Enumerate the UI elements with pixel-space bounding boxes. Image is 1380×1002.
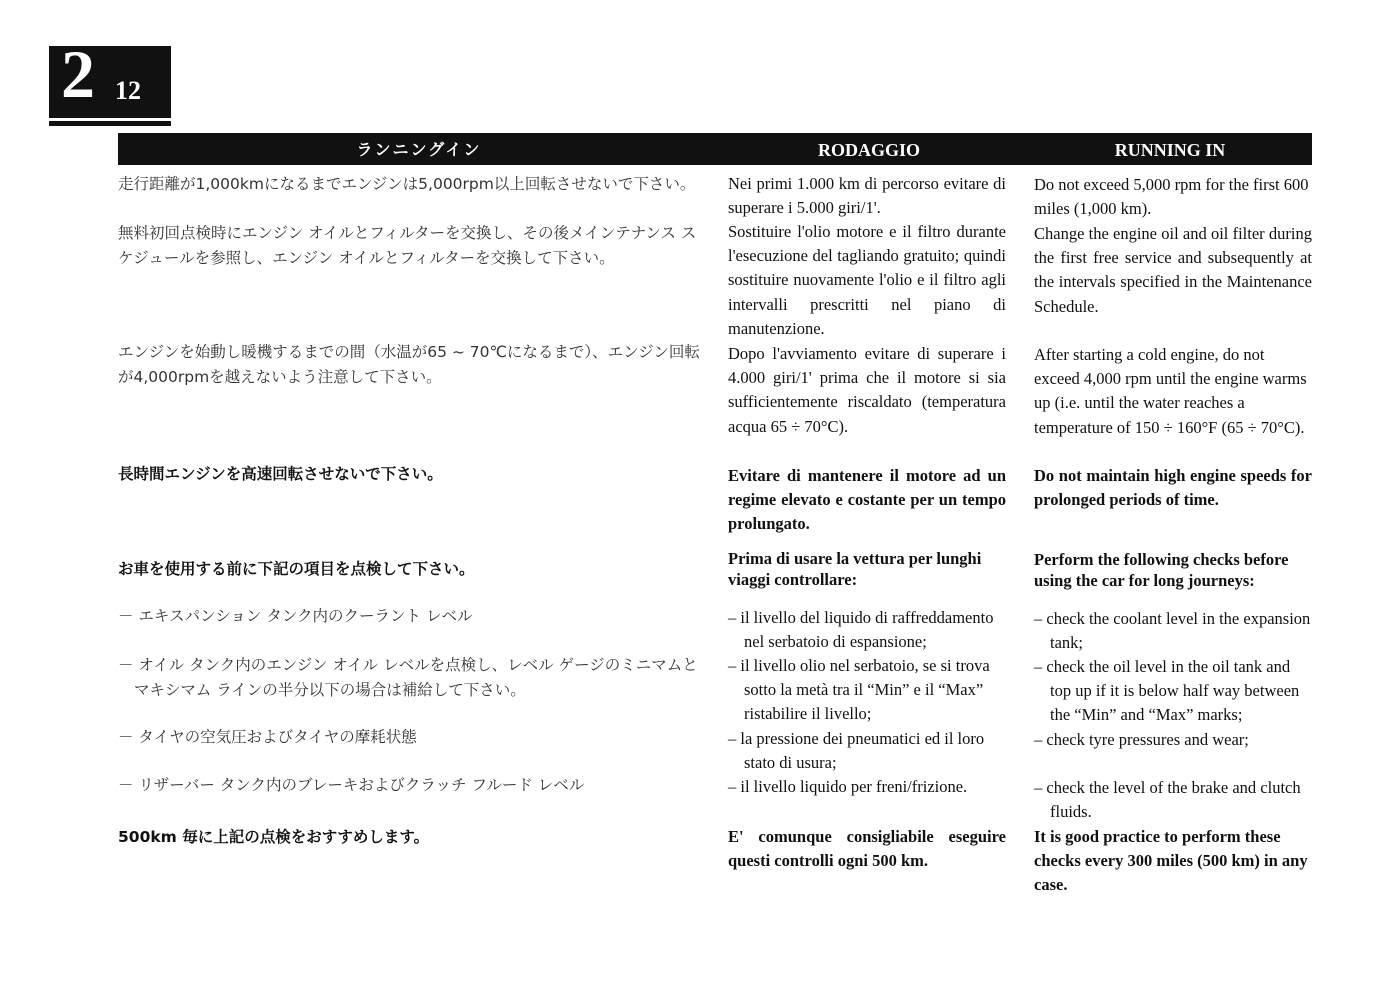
- header-english: RUNNING IN: [1114, 140, 1226, 160]
- en-paragraph-checks-intro: Perform the following checks before using the car for long journeys:: [1034, 550, 1289, 590]
- en-paragraph-oil-change: Change the engine oil and oil filter during the first free service and subsequently at the intervals specified in the Maintenance Schedule.: [1034, 224, 1312, 316]
- jp-check-item-fluids: － リザーバー タンク内のブレーキおよびクラッチ フルード レベル: [118, 776, 585, 794]
- header-japanese: ランニングイン: [356, 140, 482, 159]
- japanese-column: [118, 172, 704, 1002]
- en-check-item-tyres: – check tyre pressures and wear;: [1034, 730, 1249, 749]
- en-paragraph-high-speed: Do not maintain high engine speeds for prolonged periods of time.: [1034, 466, 1312, 510]
- en-paragraph-rpm-limit: Do not exceed 5,000 rpm for the first 600 miles (1,000 km).: [1034, 175, 1309, 219]
- english-column: [1034, 172, 1312, 1002]
- it-check-item-tyres: – la pressione dei pneumatici ed il loro stato di usura;: [728, 729, 985, 773]
- jp-check-item-oil: － オイル タンク内のエンジン オイル レベルを点検し、レベル ゲージのミニマムとマキシマム ラインの半分以下の場合は補給して下さい。: [118, 656, 698, 699]
- jp-paragraph-warmup: エンジンを始動し暖機するまでの間（水温が65 ~ 70℃になるまで）、エンジン回転が4,000rpmを越えないよう注意して下さい。: [118, 343, 700, 386]
- italian-column: [728, 172, 1006, 1002]
- en-check-item-coolant: – check the coolant level in the expansion tank;: [1034, 609, 1311, 653]
- jp-paragraph-oil-change: 無料初回点検時にエンジン オイルとフィルターを交換し、その後メインテナンス スケジュールを参照し、エンジン オイルとフィルターを交換して下さい。: [118, 224, 697, 267]
- column-header-bar: [118, 133, 1312, 165]
- it-paragraph-warmup: Dopo l'avviamento evitare di superare i 4.000 giri/1' prima che il motore si sia sufficientemente riscaldato (temperatura acqua 65 ÷ 70°C).: [728, 344, 1006, 436]
- it-check-item-coolant: – il livello del liquido di raffreddamento nel serbatoio di espansione;: [728, 608, 994, 652]
- jp-check-item-tyres: － タイヤの空気圧およびタイヤの摩耗状態: [118, 728, 417, 746]
- section-subnumber: 12: [115, 76, 141, 105]
- jp-check-item-coolant: － エキスパンション タンク内のクーラント レベル: [118, 607, 473, 625]
- en-check-item-oil: – check the oil level in the oil tank and top up if it is below half way between the “Min” and “Max” marks;: [1034, 657, 1300, 725]
- it-check-item-oil: – il livello olio nel serbatoio, se si trova sotto la metà tra il “Min” e il “Max” ristabilire il livello;: [728, 656, 990, 724]
- en-paragraph-interval: It is good practice to perform these checks every 300 miles (500 km) in any case.: [1034, 827, 1308, 895]
- it-paragraph-high-speed: Evitare di mantenere il motore ad un regime elevato e costante per un tempo prolungato.: [728, 466, 1006, 534]
- jp-paragraph-interval: 500km 毎に上記の点検をおすすめします。: [118, 828, 430, 846]
- jp-paragraph-high-speed: 長時間エンジンを高速回転させないで下さい。: [118, 465, 443, 483]
- section-number: 2: [61, 36, 95, 112]
- it-paragraph-interval: E' comunque consigliabile eseguire questi controlli ogni 500 km.: [728, 827, 1006, 871]
- it-paragraph-rpm-limit: Nei primi 1.000 km di percorso evitare di superare i 5.000 giri/1'.: [728, 174, 1006, 218]
- section-rule: [49, 121, 171, 126]
- jp-paragraph-checks-intro: お車を使用する前に下記の項目を点検して下さい。: [118, 560, 475, 578]
- it-paragraph-oil-change: Sostituire l'olio motore e il filtro durante l'esecuzione del tagliando gratuito; quindi sostituire nuovamente l'olio e il filtro agli intervalli prescritti nel piano di manutenzione.: [728, 222, 1006, 338]
- en-check-item-fluids: – check the level of the brake and clutch fluids.: [1034, 778, 1301, 822]
- section-badge: [49, 36, 171, 118]
- it-check-item-fluids: – il livello liquido per freni/frizione.: [728, 777, 968, 796]
- en-paragraph-warmup: After starting a cold engine, do not exceed 4,000 rpm until the engine warms up (i.e. until the water reaches a temperature of 150 ÷ 160°F (65 ÷ 70°C).: [1034, 345, 1307, 437]
- jp-paragraph-rpm-limit: 走行距離が1,000kmになるまでエンジンは5,000rpm以上回転させないで下さい。: [118, 175, 696, 193]
- it-paragraph-checks-intro: Prima di usare la vettura per lunghi viaggi controllare:: [728, 549, 982, 589]
- header-italian: RODAGGIO: [817, 140, 920, 160]
